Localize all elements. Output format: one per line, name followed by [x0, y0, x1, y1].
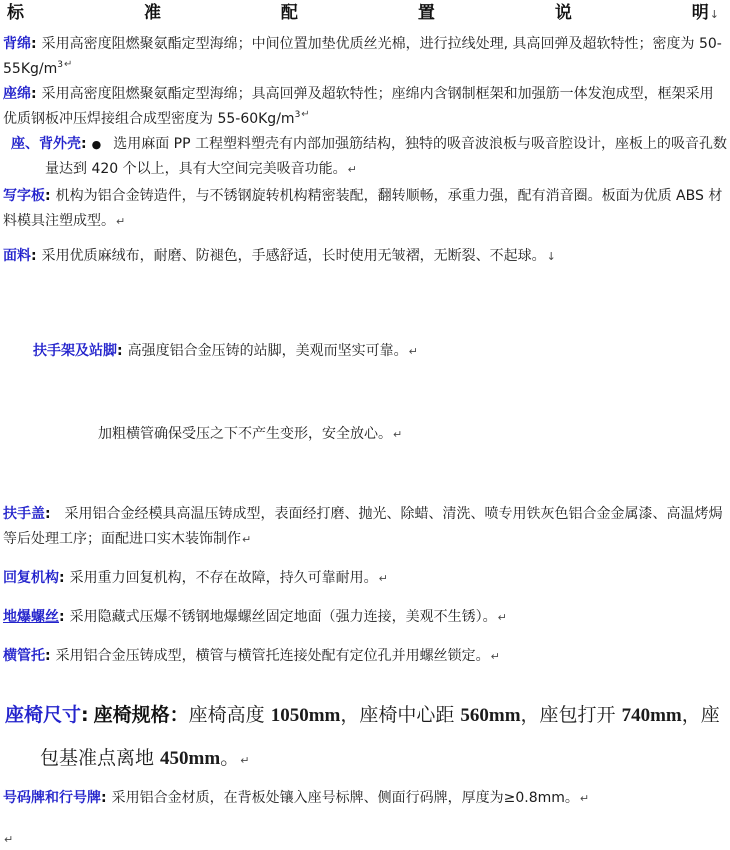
section-label: 座绵 — [3, 86, 31, 102]
section-tube-bracket — [3, 644, 727, 669]
dimension-value: 450mm — [160, 748, 221, 769]
section-floor-bolt — [3, 605, 727, 630]
section-text: 高强度铝合金压铸的站脚，美观而坚实可靠。 — [127, 343, 408, 359]
paragraph-mark: ↵ — [490, 650, 500, 663]
superscript-digit: 3 — [57, 60, 63, 70]
paragraph-mark: ↵ — [4, 833, 14, 846]
superscript — [57, 60, 72, 70]
dimension-value: 740mm — [621, 705, 682, 726]
section-label: 面料 — [3, 248, 31, 264]
section-label: 号码牌和行号牌 — [3, 790, 101, 806]
label-colon: : — [31, 86, 37, 102]
label-colon: : — [117, 343, 123, 359]
label-colon: : — [81, 704, 89, 726]
dimensions-run: ，座包基准点离地 — [40, 704, 720, 769]
label-colon: : — [59, 570, 65, 586]
paragraph-mark: ↵ — [301, 109, 310, 120]
section-dimensions — [3, 694, 727, 782]
section-text: 采用隐藏式压爆不锈钢地爆螺丝固定地面（强力连接，美观不生锈）。 — [69, 609, 497, 625]
title-char-last: 明 — [691, 3, 709, 23]
paragraph-mark: ↵ — [240, 754, 250, 767]
document-title — [3, 2, 727, 26]
label-colon: : — [45, 506, 51, 522]
paragraph-mark: ↵ — [408, 345, 418, 358]
section-text: 采用铝合金压铸成型，横管与横管托连接处配有定位孔并用螺丝锁定。 — [55, 648, 490, 664]
label-colon: : — [31, 36, 37, 52]
section-text: 加粗横管确保受压之下不产生变形，安全放心。 — [98, 426, 392, 442]
section-label: 横管托 — [3, 648, 45, 664]
title-char: 标 — [7, 3, 24, 23]
section-armrest-cover — [3, 502, 727, 552]
superscript-digit: 3 — [294, 110, 301, 120]
section-label: 扶手盖 — [3, 506, 45, 522]
section-label: 写字板 — [3, 188, 45, 204]
armrest-frame-line2 — [33, 422, 727, 447]
section-label: 座、背外壳 — [11, 136, 81, 152]
paragraph-mark: ↵ — [63, 59, 73, 70]
section-text: 采用高密度阻燃聚氨酯定型海绵；中间位置加垫优质丝光棉，进行拉线处理, 具高回弹及超软特性；密度为 50-55Kg/m — [3, 36, 722, 77]
dimensions-run: 。 — [220, 747, 240, 769]
dimension-value: 1050mm — [270, 705, 341, 726]
label-colon: : — [59, 609, 65, 625]
dimensions-subtitle: 座椅规格： — [93, 704, 189, 726]
armrest-frame-line1 — [33, 339, 727, 364]
title-char: 说 — [554, 3, 572, 23]
section-writing-board — [3, 184, 727, 234]
section-label: 地爆螺丝 — [3, 609, 59, 625]
section-shell — [3, 132, 727, 182]
dimensions-run: 座椅高度 — [188, 704, 271, 726]
section-label: 座椅尺寸 — [5, 704, 82, 726]
linebreak-mark: ↓ — [546, 250, 556, 263]
section-label: 扶手架及站脚 — [33, 343, 117, 359]
dimensions-run: ，座包打开 — [520, 704, 622, 726]
section-number-plates — [3, 786, 727, 811]
section-text: 采用高密度阻燃聚氨酯定型海绵；具高回弹及超软特性；座绵内含钢制框架和加强筋一体发泡成型，框架采用优质钢板冲压焊接组合成型密度为 55-60Kg/m — [3, 86, 714, 127]
empty-paragraph — [3, 829, 727, 850]
label-colon: : — [31, 248, 37, 264]
section-text: 机构为铝合金铸造件，与不锈钢旋转机构精密装配，翻转顺畅，承重力强，配有消音圈。板面为优质 ABS 材料模具注塑成型。 — [3, 188, 723, 229]
section-text: 采用铝合金经模具高温压铸成型，表面经打磨、抛光、除蜡、清洗、喷专用铁灰色铝合金金属漆、高温烤焗等后处理工序；面配进口实木装饰制作 — [3, 506, 723, 547]
section-seat-foam — [3, 82, 727, 132]
section-fabric — [3, 244, 727, 269]
paragraph-mark: ↵ — [497, 611, 507, 624]
dimension-value: 560mm — [460, 705, 521, 726]
dimensions-run: ，座椅中心距 — [340, 704, 461, 726]
linebreak-mark: ↓ — [709, 8, 719, 21]
section-back-foam — [3, 32, 727, 82]
paragraph-mark: ↵ — [116, 215, 126, 228]
section-label: 背绵 — [3, 36, 31, 52]
label-colon: : — [45, 188, 51, 204]
section-text: 采用优质麻绒布，耐磨、防褪色，手感舒适，长时使用无皱褶，无断裂、不起球。 — [41, 248, 546, 264]
bullet-icon: ● — [91, 138, 102, 151]
section-text: 采用铝合金材质，在背板处镶入座号标牌、侧面行码牌，厚度为≥0.8mm。 — [111, 790, 579, 806]
title-char — [692, 2, 719, 26]
section-return-mechanism — [3, 566, 727, 591]
label-colon: : — [101, 790, 107, 806]
paragraph-mark: ↵ — [393, 428, 403, 441]
label-colon: : — [45, 648, 51, 664]
section-text: 选用麻面 PP 工程塑料塑壳有内部加强筋结构，独特的吸音波浪板与吸音腔设计，座板上的吸音孔数量达到 420 个以上，具有大空间完美吸音功能。 — [45, 136, 728, 177]
label-colon: : — [81, 136, 87, 152]
section-armrest-frame — [3, 289, 727, 497]
title-char: 准 — [143, 3, 161, 23]
paragraph-mark: ↵ — [378, 572, 388, 585]
paragraph-mark: ↵ — [579, 792, 590, 805]
paragraph-mark: ↵ — [347, 163, 357, 176]
section-label: 回复机构 — [3, 570, 59, 586]
section-text: 采用重力回复机构，不存在故障，持久可靠耐用。 — [69, 570, 378, 586]
title-char: 置 — [417, 3, 435, 23]
superscript — [295, 110, 310, 120]
title-char: 配 — [280, 3, 298, 23]
paragraph-mark: ↵ — [242, 533, 252, 546]
